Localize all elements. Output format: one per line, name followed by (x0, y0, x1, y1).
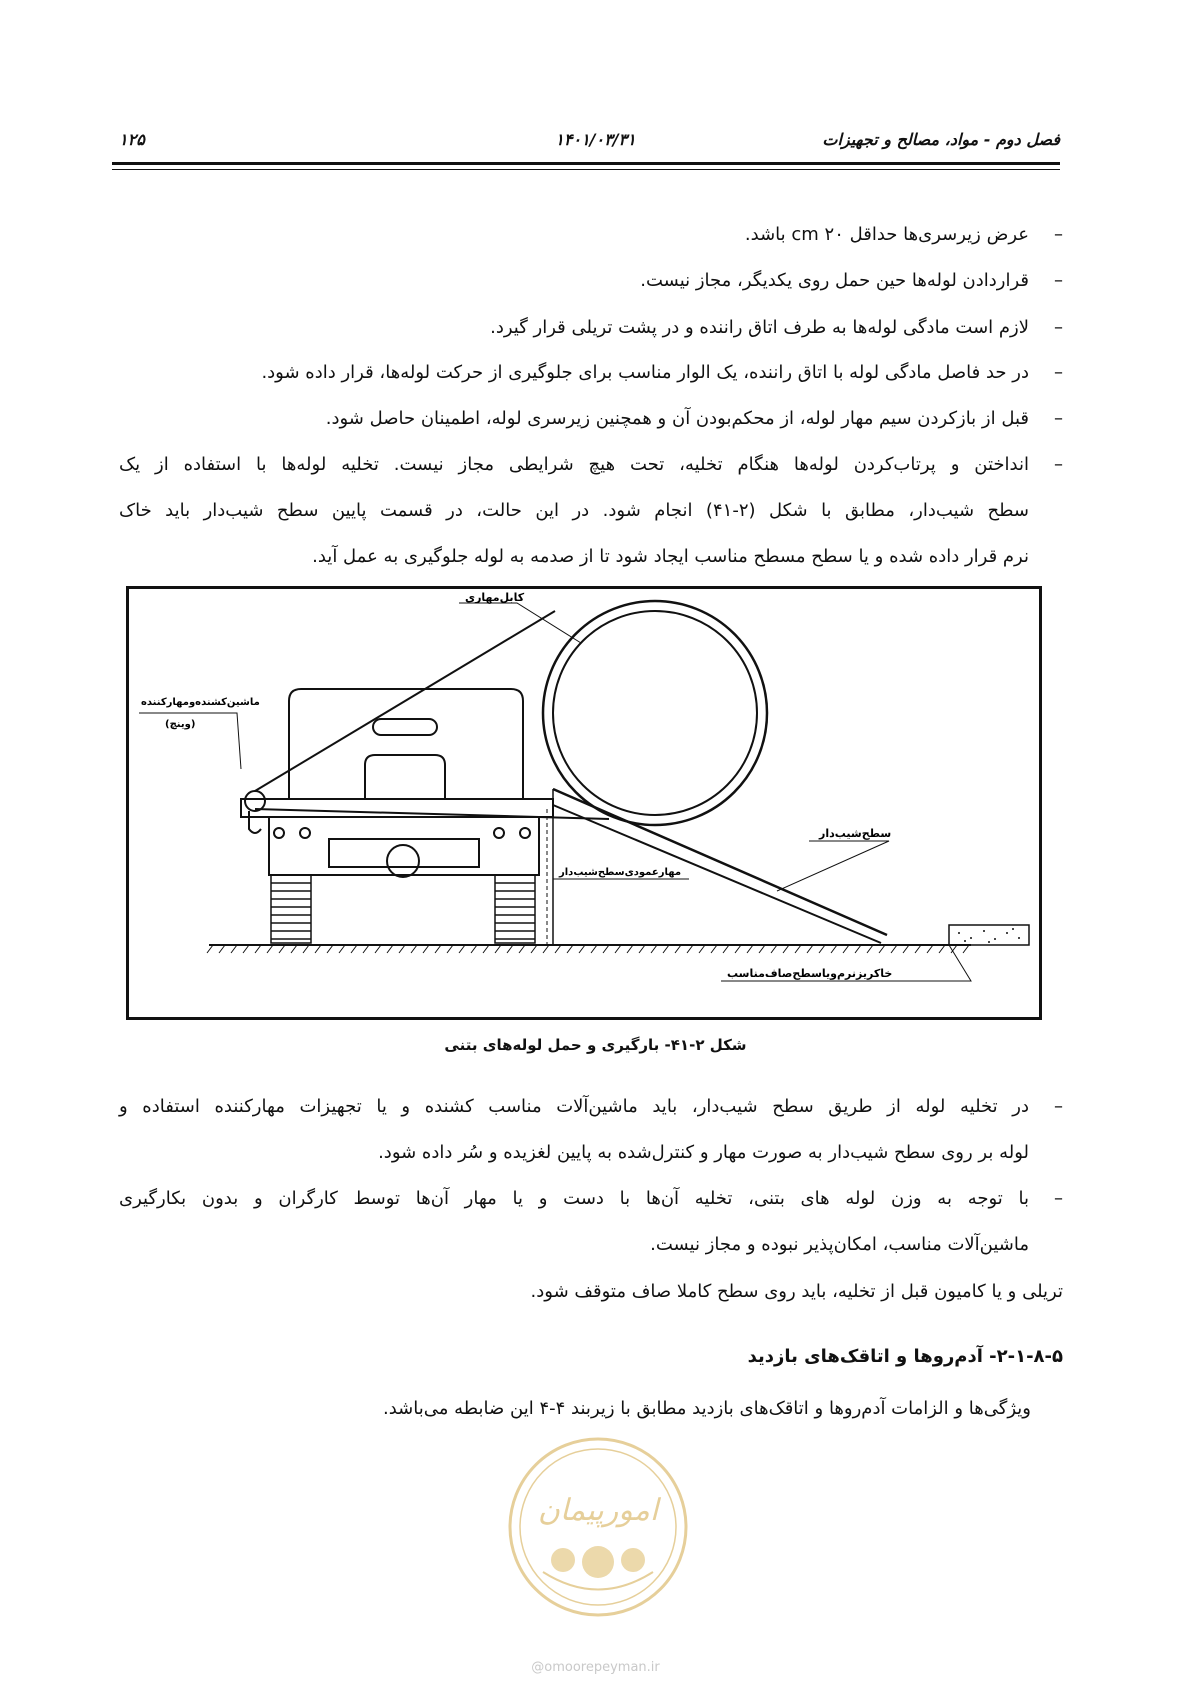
bullet-dash: – (1054, 1096, 1063, 1117)
differential (387, 845, 419, 877)
bullet-item: با توجه به وزن لوله های بتنی، تخلیه آن‌ها با دست و یا مهار آن‌ها توسط کارگران و بدون بکارگیری (119, 1188, 1029, 1209)
cab-rear-window (365, 755, 445, 799)
bullet-item: در حد فاصل مادگی لوله با اتاق راننده، یک الوار مناسب برای جلوگیری از حرکت لوله‌ها، قرار داده شود. (261, 362, 1029, 383)
seal-text: امورپیمان (537, 1493, 659, 1528)
label-winch-note: (وینچ) (165, 719, 196, 730)
label-soil: خاکریز‌نرم‌و‌یا‌سطح‌صاف‌مناسب (727, 967, 893, 980)
concrete-pipe-outer (543, 601, 767, 825)
chassis-bolt (520, 828, 530, 838)
chapter-title: فصل دوم - مواد، مصالح و تجهیزات (822, 130, 1060, 149)
paragraph-truck: تریلی و یا کامیون قبل از تخلیه، باید روی سطح کاملا صاف متوقف شود. (530, 1281, 1063, 1302)
truck-bed (241, 799, 553, 817)
section-heading: ۲-۱-۸-۵- آدم‌روها و اتاقک‌های بازدید (747, 1346, 1063, 1367)
gear-icon (551, 1546, 645, 1578)
bullet-item: لازم است مادگی لوله‌ها به طرف اتاق راننده و در پشت تریلی قرار گیرد. (490, 317, 1029, 338)
tie-cable-upper (255, 611, 555, 791)
figure-caption: شکل ۲-۴۱- بارگیری و حمل لوله‌های بتنی (444, 1036, 747, 1054)
bullet-dash: – (1054, 408, 1063, 429)
label-cable: کابل‌مهاری (465, 591, 525, 604)
label-ramp: سطح‌شیب‌دار (819, 827, 892, 840)
label-winch: ماشین‌کشنده‌و‌مهار‌کننده (141, 697, 260, 708)
chassis-bolt (274, 828, 284, 838)
bullet-long-line2: سطح شیب‌دار، مطابق با شکل (۲-۴۱) انجام شود. در این حالت، در قسمت پایین سطح شیب‌دار باید خاک (119, 500, 1030, 521)
bullet-dash: – (1054, 224, 1063, 245)
rear-wheel-left (271, 875, 311, 943)
rear-wheel-right (495, 875, 535, 943)
bullet-dash: – (1054, 317, 1063, 338)
bullet-dash: – (1054, 1188, 1063, 1209)
chassis-bolt (494, 828, 504, 838)
pipe-unloading-diagram (129, 589, 1039, 1017)
cab-window (373, 719, 437, 735)
bullet-dash: – (1054, 362, 1063, 383)
watermark-seal (503, 1432, 693, 1622)
bullet-item-cont: ماشین‌آلات مناسب، امکان‌پذیر نبوده و مجاز نیست. (650, 1234, 1029, 1255)
label-vertical-brace: مهار‌عمودی‌سطح‌شیب‌دار (559, 867, 682, 878)
winch-drum (245, 791, 265, 811)
ramp-top-edge (553, 789, 887, 935)
bullet-long-line3: نرم قرار داده شده و یا سطح مسطح مناسب ایجاد شود تا از صدمه به لوله جلوگیری به عمل آید. (312, 546, 1029, 567)
bullet-dash: – (1054, 454, 1063, 475)
section-text: ویژگی‌ها و الزامات آدم‌روها و اتاقک‌های بازدید مطابق با زیربند ۴-۴ این ضابطه می‌باشد. (383, 1398, 1031, 1419)
truck-cab (289, 689, 523, 799)
concrete-pipe-inner (553, 611, 757, 815)
header-rule-thin (112, 169, 1060, 170)
page-number: ۱۲۵ (119, 130, 145, 149)
bullet-item: در تخلیه لوله از طریق سطح شیب‌دار، باید ماشین‌آلات مناسب کشنده و یا تجهیزات مهارکننده استفاده و (119, 1096, 1029, 1117)
leader-lines (139, 603, 971, 981)
bullet-dash: – (1054, 270, 1063, 291)
header-date: ۱۴۰۱/۰۳/۳۱ (555, 130, 636, 149)
axle-housing (329, 839, 479, 867)
figure-frame (126, 586, 1042, 1020)
soil-dots (958, 928, 1020, 943)
header-rule-thick (112, 162, 1060, 165)
ground-hatch (207, 945, 969, 953)
winch-hook (249, 811, 261, 833)
bullet-item: عرض زیرسری‌ها حداقل cm ۲۰ باشد. (744, 224, 1029, 245)
chassis-bolt (300, 828, 310, 838)
watermark-url: @omoorepeyman.ir (531, 1660, 660, 1675)
bullet-item-cont: لوله بر روی سطح شیب‌دار به صورت مهار و کنترل‌شده به پایین لغزیده و سُر داده شود. (378, 1142, 1029, 1163)
bullet-item: قراردادن لوله‌ها حین حمل روی یکدیگر، مجاز نیست. (640, 270, 1029, 291)
bullet-item: قبل از بازکردن سیم مهار لوله، از محکم‌بودن آن و همچنین زیرسری لوله، اطمینان حاصل شود. (325, 408, 1029, 429)
bullet-long-line1: انداختن و پرتاب‌کردن لوله‌ها هنگام تخلیه، تحت هیچ شرایطی مجاز نیست. تخلیه لوله‌ها با استفاده از یک (119, 454, 1029, 475)
